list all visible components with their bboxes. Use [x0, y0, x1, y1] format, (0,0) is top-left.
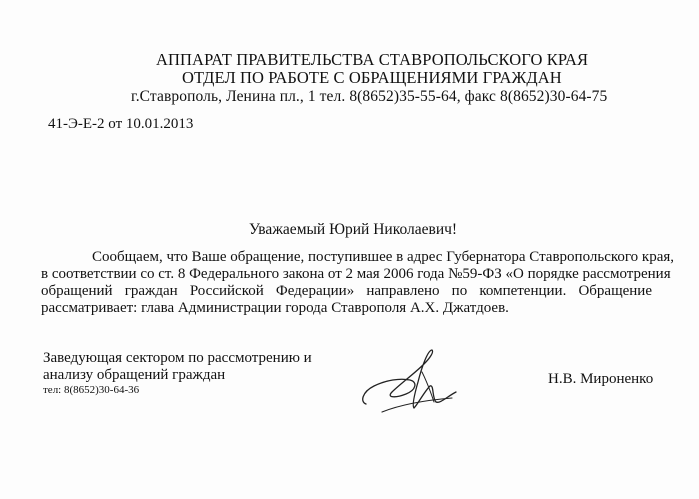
signatory-position-line-2: анализу обращений граждан [43, 367, 226, 383]
header-address: г.Ставрополь, Ленина пл., 1 тел. 8(8652)35-55-64, факс 8(8652)30-64-75 [131, 88, 608, 105]
body-line-2 [41, 266, 671, 283]
header-department: ОТДЕЛ ПО РАБОТЕ С ОБРАЩЕНИЯМИ ГРАЖДАН [182, 68, 562, 87]
handwritten-signature [352, 342, 462, 422]
header-organization: АППАРАТ ПРАВИТЕЛЬСТВА СТАВРОПОЛЬСКОГО КРАЯ [156, 50, 589, 69]
signatory-phone: тел: 8(8652)30-64-36 [43, 384, 140, 396]
body-line-3-text: обращений граждан Российской Федерации» направлено по компетенции. Обращение [41, 283, 652, 299]
body-line-2-text: в соответствии со ст. 8 Федерального закона от 2 мая 2006 года №59-ФЗ «О порядке рассмотрения [41, 266, 671, 282]
body-line-4: рассматривает: глава Администрации города Ставрополя А.Х. Джатдоев. [41, 300, 509, 316]
signatory-name: Н.В. Мироненко [548, 371, 654, 387]
reference-number: 41-Э-Е-2 от 10.01.2013 [48, 116, 194, 132]
body-line-1: Сообщаем, что Ваше обращение, поступившее в адрес Губернатора Ставропольского края, [92, 249, 675, 265]
signatory-position-line-1: Заведующая сектором по рассмотрению и [43, 350, 312, 366]
body-line-3 [41, 283, 652, 300]
salutation: Уважаемый Юрий Николаевич! [249, 221, 458, 238]
